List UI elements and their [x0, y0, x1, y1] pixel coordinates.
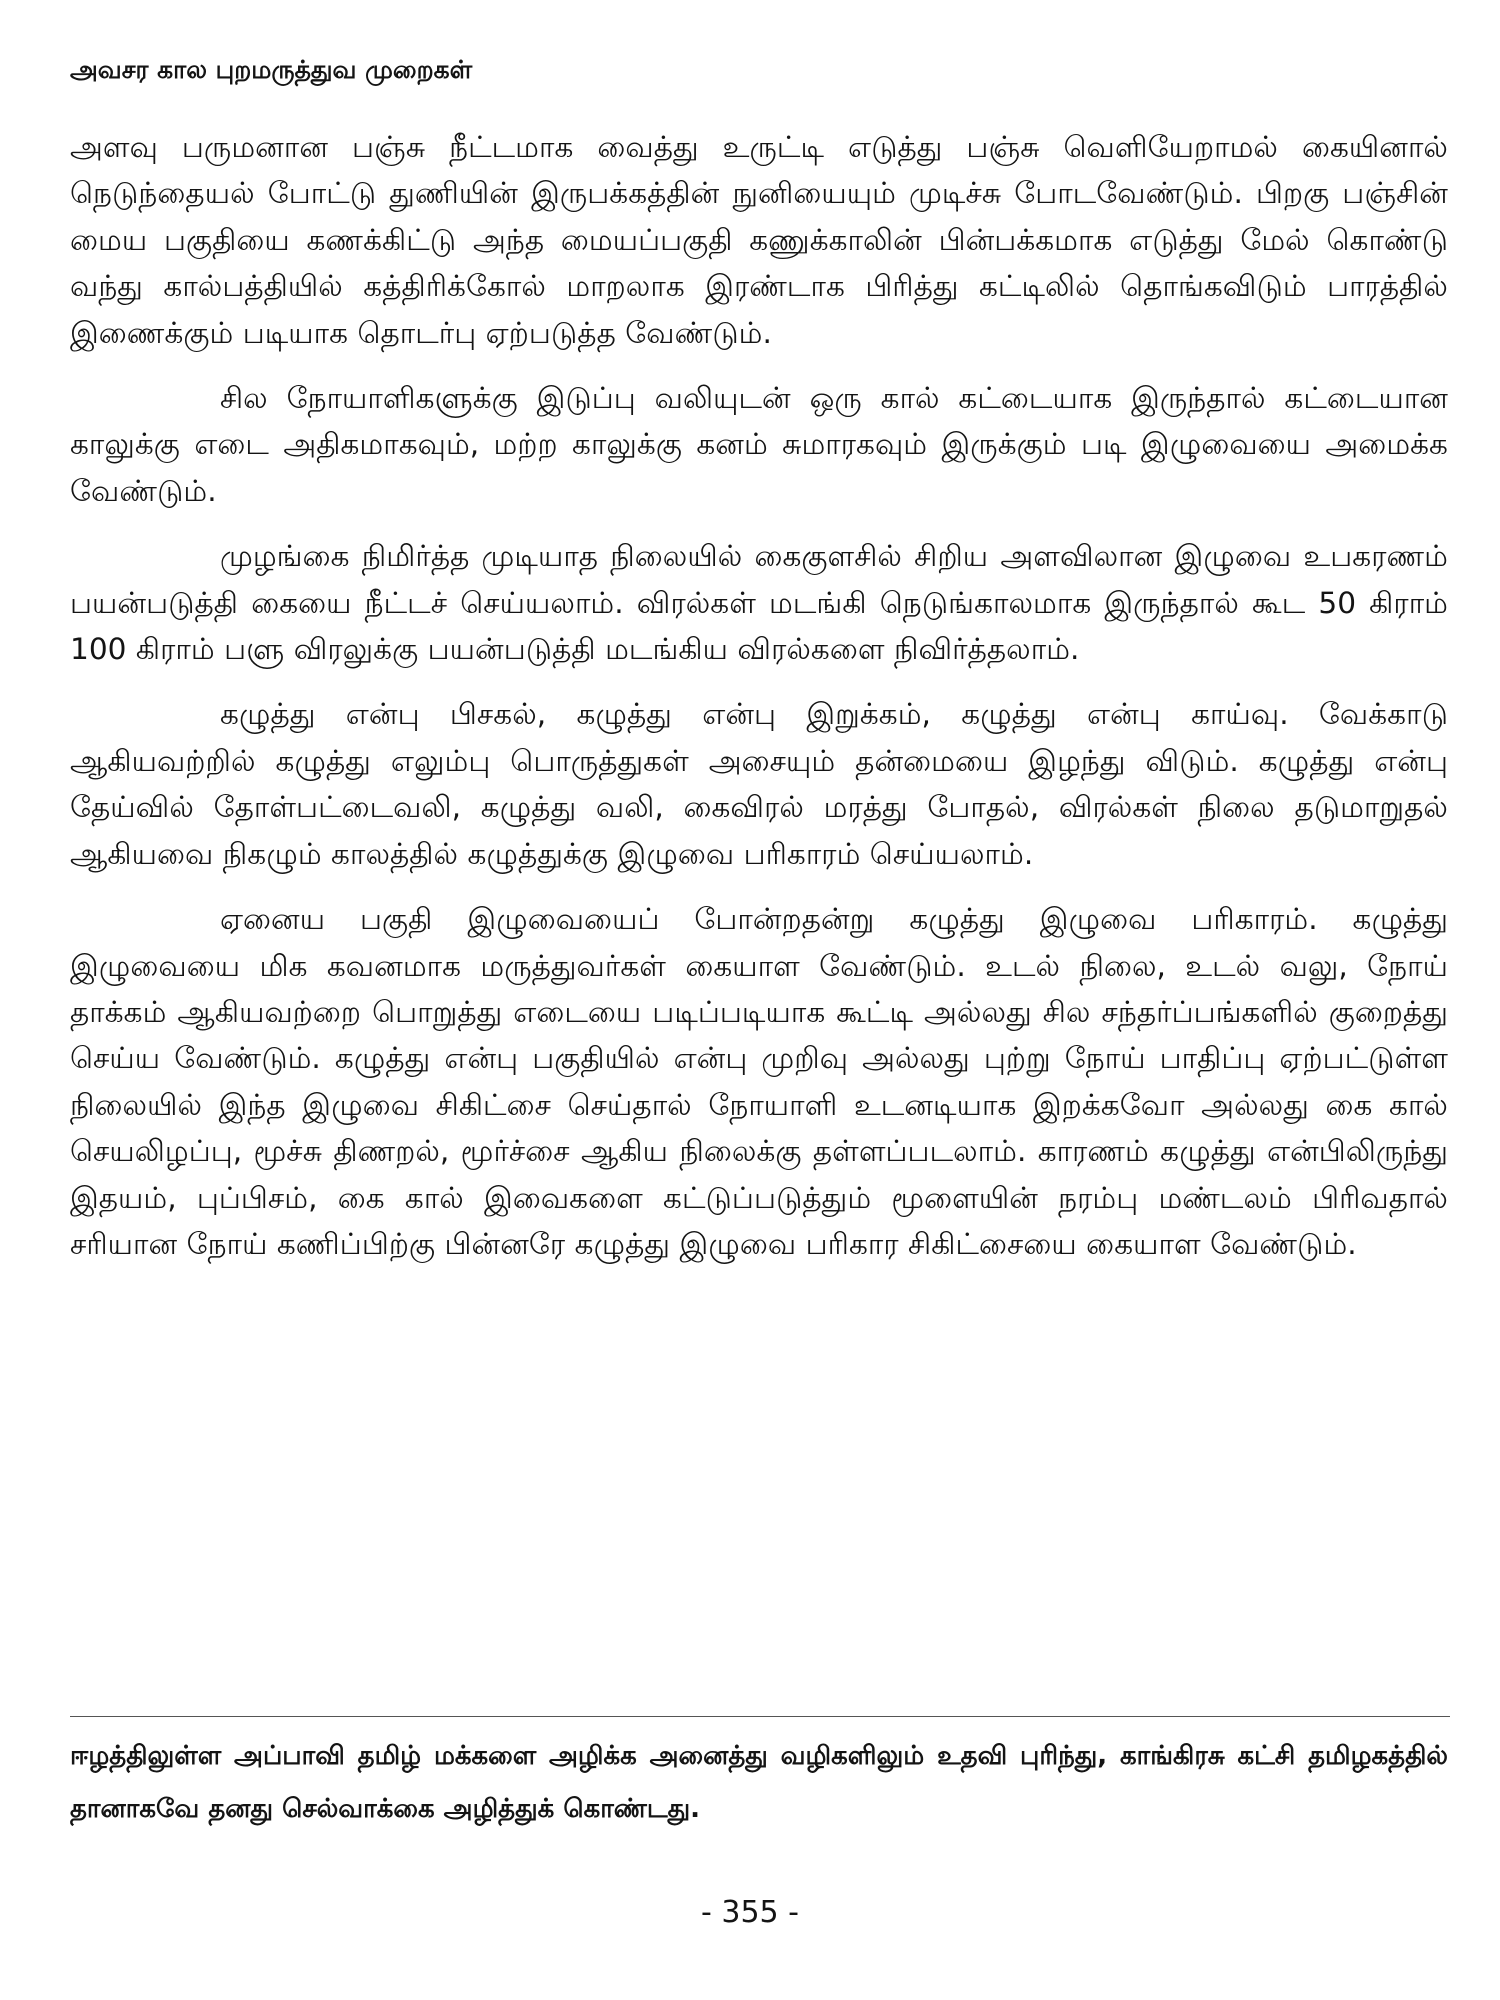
paragraph: முழங்கை நிமிர்த்த முடியாத நிலையில் கைகுளசில் சிறிய அளவிலான இழுவை உபகரணம் பயன்படுத்தி கையை நீட்டச் செய்யலாம். விரல்கள் மடங்கி நெடுங்காலமாக இருந்தால் கூட 50 கிராம் 100 கிராம் பளு விரலுக்கு பயன்படுத்தி மடங்கிய விரல்களை நிவிர்த்தலாம்.: [70, 539, 1448, 667]
footnote: [70, 1730, 1448, 1836]
running-header-title: அவசர கால புறமருத்துவ முறைகள்: [70, 55, 473, 84]
footnote-divider: [70, 1716, 1450, 1717]
paragraph: அளவு பருமனான பஞ்சு நீட்டமாக வைத்து உருட்டி எடுத்து பஞ்சு வெளியேறாமல் கையினால் நெடுந்தையல் போட்டு துணியின் இருபக்கத்தின் நுனியையும் முடிச்சு போடவேண்டும். பிறகு பஞ்சின் மைய பகுதியை கணக்கிட்டு அந்த மையப்பகுதி கணுக்காலின் பின்பக்கமாக எடுத்து மேல் கொண்டு வந்து கால்பத்தியில் கத்திரிக்கோல் மாறலாக இரண்டாக பிரித்து கட்டிலில் தொங்கவிடும் பாரத்தில் இணைக்கும் படியாக தொடர்பு ஏற்படுத்த வேண்டும்.: [70, 130, 1448, 350]
paragraph: சில நோயாளிகளுக்கு இடுப்பு வலியுடன் ஒரு கால் கட்டையாக இருந்தால் கட்டையான காலுக்கு எடை அதிகமாகவும், மற்ற காலுக்கு கனம் சுமாரகவும் இருக்கும் படி இழுவையை அமைக்க வேண்டும்.: [70, 381, 1448, 508]
running-header: [70, 50, 1450, 90]
paragraph: கழுத்து என்பு பிசகல், கழுத்து என்பு இறுக்கம், கழுத்து என்பு காய்வு. வேக்காடு ஆகியவற்றில் கழுத்து எலும்பு பொருத்துகள் அசையும் தன்மையை இழந்து விடும். கழுத்து என்பு தேய்வில் தோள்பட்டைவலி, கழுத்து வலி, கைவிரல் மரத்து போதல், விரல்கள் நிலை தடுமாறுதல் ஆகியவை நிகழும் காலத்தில் கழுத்துக்கு இழுவை பரிகாரம் செய்யலாம்.: [70, 697, 1448, 871]
body-text: [70, 124, 1448, 1267]
paragraph: ஏனைய பகுதி இழுவையைப் போன்றதன்று கழுத்து இழுவை பரிகாரம். கழுத்து இழுவையை மிக கவனமாக மருத்துவர்கள் கையாள வேண்டும். உடல் நிலை, உடல் வலு, நோய் தாக்கம் ஆகியவற்றை பொறுத்து எடையை படிப்படியாக கூட்டி அல்லது சில சந்தர்ப்பங்களில் குறைத்து செய்ய வேண்டும். கழுத்து என்பு பகுதியில் என்பு முறிவு அல்லது புற்று நோய் பாதிப்பு ஏற்பட்டுள்ள நிலையில் இந்த இழுவை சிகிட்சை செய்தால் நோயாளி உடனடியாக இறக்கவோ அல்லது கை கால் செயலிழப்பு, மூச்சு திணறல், மூர்ச்சை ஆகிய நிலைக்கு தள்ளப்படலாம். காரணம் கழுத்து என்பிலிருந்து இதயம், புப்பிசம், கை கால் இவைகளை கட்டுப்படுத்தும் மூளையின் நரம்பு மண்டலம் பிரிவதால் சரியான நோய் கணிப்பிற்கு பின்னரே கழுத்து இழுவை பரிகார சிகிட்சையை கையாள வேண்டும்.: [70, 902, 1448, 1261]
page-number: - 355 -: [701, 1895, 799, 1930]
footnote-text: ஈழத்திலுள்ள அப்பாவி தமிழ் மக்களை அழிக்க அனைத்து வழிகளிலும் உதவி புரிந்து, காங்கிரசு கட்சி தமிழகத்தில் தானாகவே தனது செல்வாக்கை அழித்துக் கொண்டது.: [70, 1741, 1448, 1824]
